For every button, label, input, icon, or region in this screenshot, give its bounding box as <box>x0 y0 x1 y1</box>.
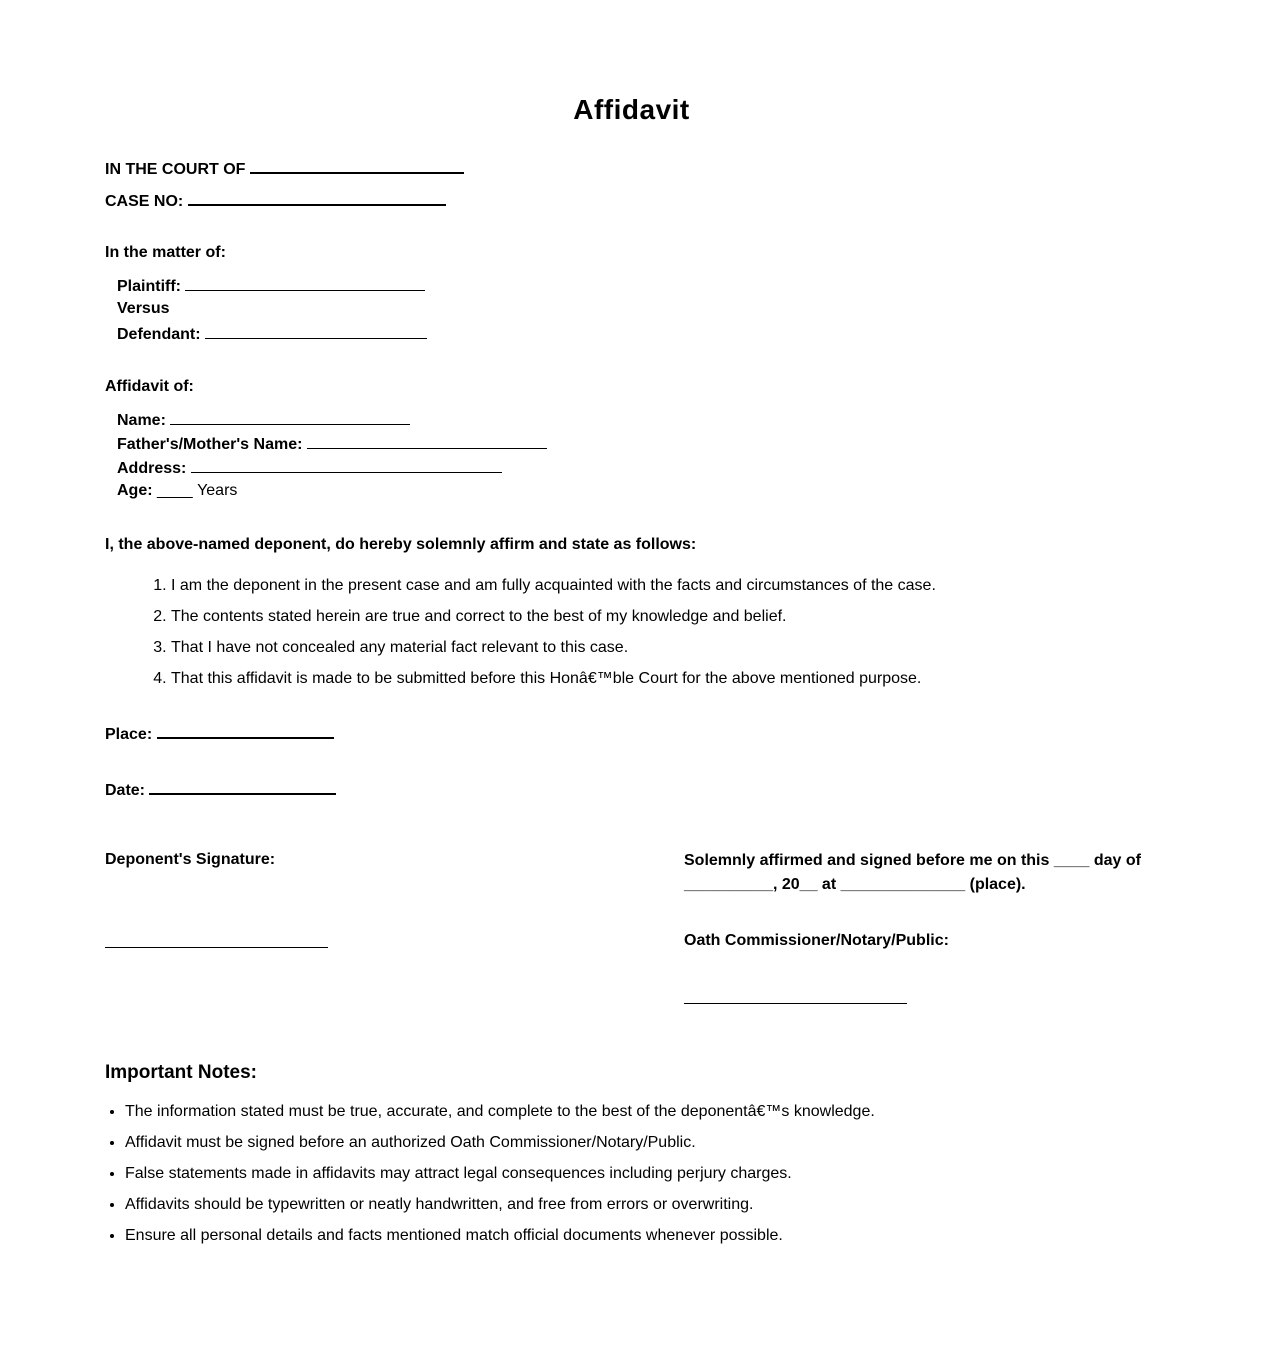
parent-row <box>117 434 547 454</box>
commissioner-label: Oath Commissioner/Notary/Public: <box>684 932 949 949</box>
plaintiff-row <box>117 276 425 296</box>
address-label: Address: <box>117 460 187 477</box>
case-blank[interactable] <box>188 190 446 206</box>
court-label: IN THE COURT OF <box>105 161 246 178</box>
court-row <box>105 158 464 179</box>
statement-intro: I, the above-named deponent, do hereby solemnly affirm and state as follows: <box>105 536 697 553</box>
statement-item: 2. The contents stated herein are true and correct to the best of my knowledge and belief. <box>171 604 936 635</box>
affirmation-text <box>684 849 1141 897</box>
place-row <box>105 723 334 744</box>
plaintiff-blank[interactable] <box>185 276 425 291</box>
note-item: • Affidavits should be typewritten or neatly handwritten, and free from errors or overwriting. <box>125 1192 875 1223</box>
age-unit: Years <box>197 482 238 499</box>
notes-list <box>105 1099 875 1254</box>
notes-heading: Important Notes: <box>105 1062 257 1083</box>
defendant-row <box>117 324 427 344</box>
defendant-label: Defendant: <box>117 326 201 343</box>
name-label: Name: <box>117 412 166 429</box>
statement-item: 4. That this affidavit is made to be submitted before this Honâ€™ble Court for the above mentioned purpose. <box>171 666 936 697</box>
versus-text: Versus <box>117 300 170 317</box>
name-blank[interactable] <box>170 410 410 425</box>
case-row <box>105 190 446 211</box>
note-item: • False statements made in affidavits may attract legal consequences including perjury charges. <box>125 1161 875 1192</box>
statement-item: 3. That I have not concealed any material fact relevant to this case. <box>171 635 936 666</box>
address-row <box>117 458 502 478</box>
place-blank[interactable] <box>157 723 334 739</box>
commissioner-signature-line[interactable] <box>684 1003 907 1004</box>
deponent-signature-line[interactable] <box>105 947 328 948</box>
age-blank[interactable]: ____ <box>157 482 193 499</box>
note-item: • The information stated must be true, accurate, and complete to the best of the deponentâ€™s knowledge. <box>125 1099 875 1130</box>
address-blank[interactable] <box>191 458 502 473</box>
date-row <box>105 779 336 800</box>
case-label: CASE NO: <box>105 193 184 210</box>
plaintiff-label: Plaintiff: <box>117 278 181 295</box>
affidavit-of-heading: Affidavit of: <box>105 378 194 395</box>
name-row <box>117 410 410 430</box>
date-label: Date: <box>105 782 146 799</box>
parent-label: Father's/Mother's Name: <box>117 436 303 453</box>
age-row <box>117 482 237 500</box>
date-blank[interactable] <box>149 779 336 795</box>
court-blank[interactable] <box>250 158 464 174</box>
statement-item: 1. I am the deponent in the present case and am fully acquainted with the facts and circumstances of the case. <box>171 573 936 604</box>
affirmation-line-1: Solemnly affirmed and signed before me on this ____ day of <box>684 852 1141 869</box>
place-label: Place: <box>105 726 153 743</box>
affirmation-line-2: __________, 20__ at ______________ (place). <box>684 876 1026 893</box>
parent-blank[interactable] <box>307 434 547 449</box>
document-title: Affidavit <box>573 94 690 125</box>
defendant-blank[interactable] <box>205 324 427 339</box>
statement-list <box>105 573 936 697</box>
note-item: • Affidavit must be signed before an authorized Oath Commissioner/Notary/Public. <box>125 1130 875 1161</box>
age-label: Age: <box>117 482 153 499</box>
note-item: • Ensure all personal details and facts mentioned match official documents whenever possible. <box>125 1223 875 1254</box>
matter-heading: In the matter of: <box>105 244 226 261</box>
deponent-signature-label: Deponent's Signature: <box>105 851 276 868</box>
